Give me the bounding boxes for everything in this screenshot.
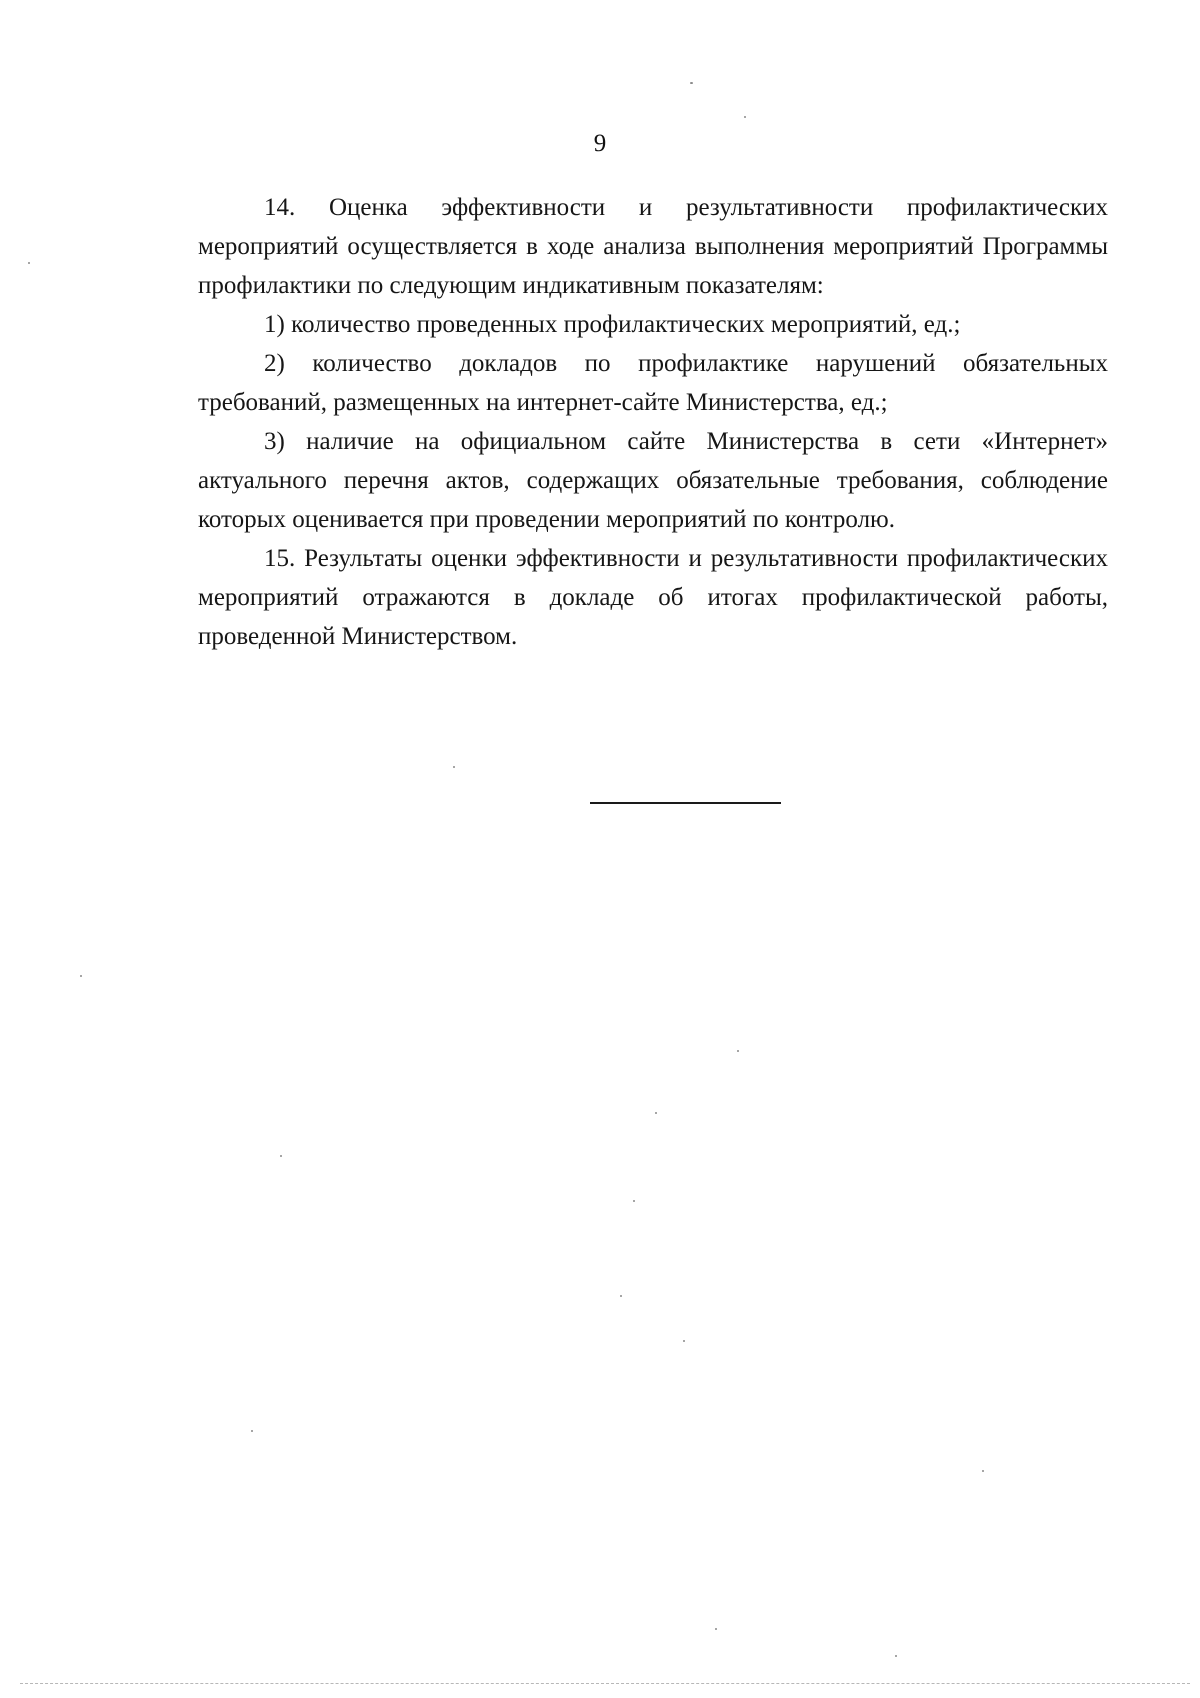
- scan-speck: [620, 1295, 622, 1297]
- scan-speck: [683, 1340, 685, 1342]
- scan-speck: [690, 82, 693, 84]
- scan-speck: [28, 262, 30, 264]
- scan-speck: [715, 1628, 717, 1630]
- scan-speck: [251, 1430, 253, 1432]
- scan-speck: [453, 766, 455, 768]
- paragraph-item-14: 14. Оценка эффективности и результативности профилактических мероприятий осуществляется в ходе анализа выполнения мероприятий Программы профилактики по следующим индикативным показателям:: [198, 194, 1108, 299]
- scan-speck: [744, 116, 746, 118]
- scan-bottom-edge: [20, 1683, 1190, 1684]
- end-separator-line: [590, 802, 781, 804]
- paragraph-indicator-3: 3) наличие на официальном сайте Министерства в сети «Интернет» актуального перечня актов, содержащих обязательные требования, соблюдение которых оценивается при проведении мероприятий по контролю.: [198, 428, 1108, 533]
- scan-speck: [80, 975, 82, 977]
- scan-speck: [982, 1470, 984, 1472]
- paragraph-item-15: 15. Результаты оценки эффективности и результативности профилактических мероприятий отражаются в докладе об итогах профилактической работы, проведенной Министерством.: [198, 545, 1108, 650]
- scan-speck: [633, 1200, 635, 1202]
- paragraph-indicator-1: 1) количество проведенных профилактических мероприятий, ед.;: [264, 311, 961, 338]
- scan-speck: [895, 1655, 897, 1657]
- paragraph-indicator-2: 2) количество докладов по профилактике нарушений обязательных требований, размещенных на интернет-сайте Министерства, ед.;: [198, 350, 1108, 416]
- scan-speck: [737, 1050, 739, 1052]
- page-number: 9: [593, 130, 607, 157]
- scan-speck: [655, 1112, 657, 1114]
- scan-speck: [280, 1155, 282, 1157]
- document-body: [198, 188, 1108, 656]
